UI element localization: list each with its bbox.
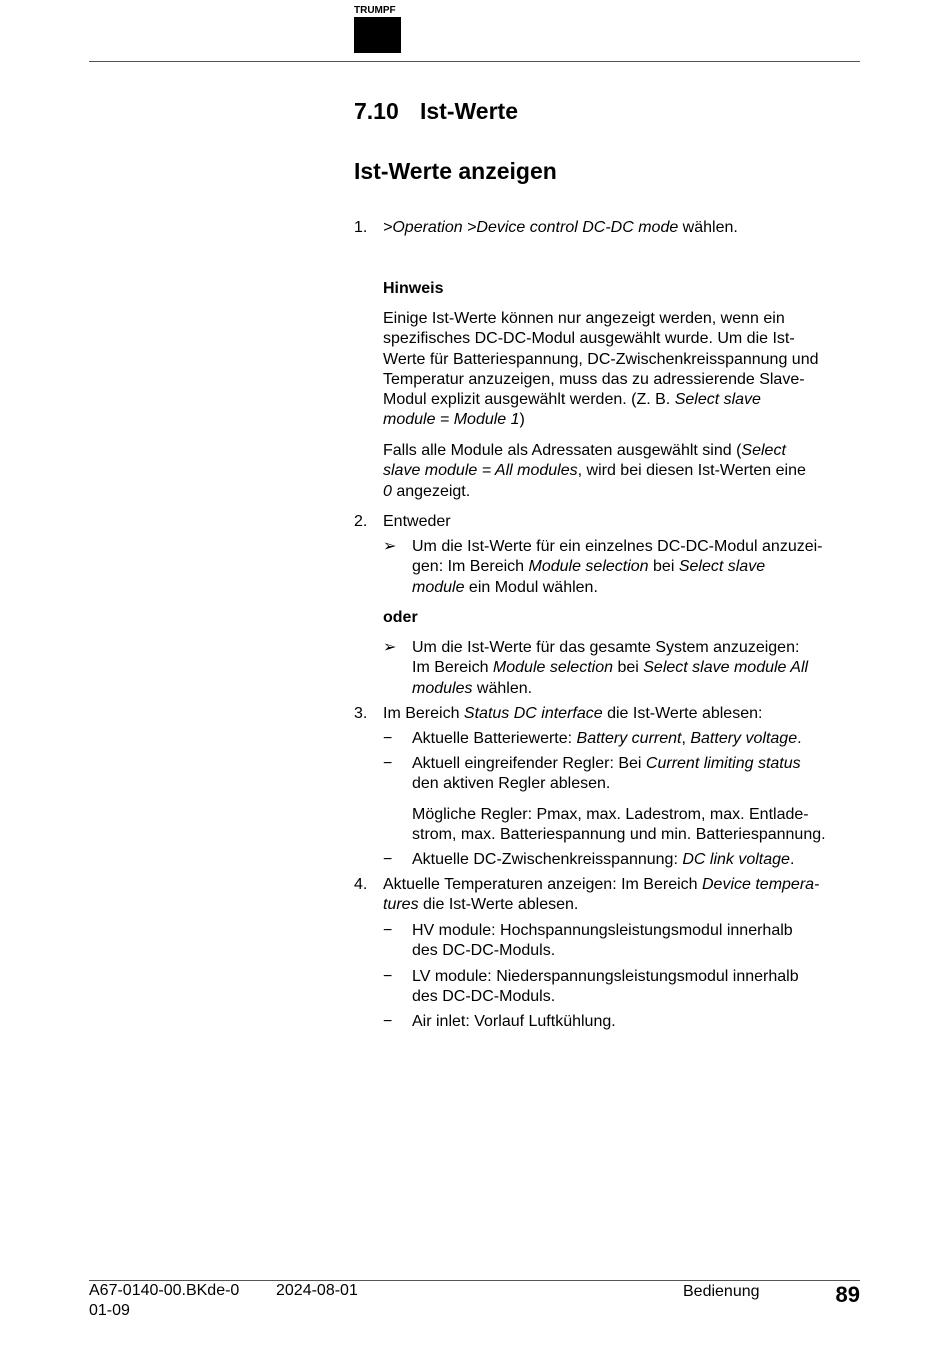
arrow-bullet-icon: ➢ <box>383 639 397 656</box>
step-2-option-a: Um die Ist-Werte für ein einzelnes DC-DC-Modul anzuzei- gen: Im Bereich Module selection bei Select slave module ein Modul wählen. <box>412 538 823 596</box>
page-number: 89 <box>835 1282 860 1307</box>
step-2-label: Entweder <box>383 513 451 530</box>
step-4-item-3: Air inlet: Vorlauf Luftkühlung. <box>412 1013 616 1030</box>
dash-bullet-icon: − <box>383 730 393 747</box>
step-3-item-3: Aktuelle DC-Zwischenkreisspannung: DC link voltage. <box>412 851 795 868</box>
step-3-item-1: Aktuelle Batteriewerte: Battery current, Battery voltage. <box>412 730 802 747</box>
footer-chapter: Bedienung <box>683 1283 760 1300</box>
logo-block <box>354 17 401 53</box>
footer-date: 2024-08-01 <box>276 1282 358 1299</box>
note-title: Hinweis <box>383 280 444 297</box>
section-title: Ist-Werte <box>420 98 518 124</box>
step-4-number: 4. <box>354 876 368 893</box>
step-3-number: 3. <box>354 705 368 722</box>
header-rule <box>89 61 860 62</box>
dash-bullet-icon: − <box>383 851 393 868</box>
dash-bullet-icon: − <box>383 1013 393 1030</box>
step-3-text: Im Bereich Status DC interface die Ist-Werte ablesen: <box>383 705 763 722</box>
section-number: 7.10 <box>354 98 399 124</box>
logo-text: TRUMPF <box>354 5 396 16</box>
step-2-option-b: Um die Ist-Werte für das gesamte System anzuzeigen: Im Bereich Module selection bei Select slave module All modules wählen. <box>412 639 809 697</box>
arrow-bullet-icon: ➢ <box>383 538 397 555</box>
step-2-number: 2. <box>354 513 368 530</box>
note-paragraph-1: Einige Ist-Werte können nur angezeigt werden, wenn ein spezifisches DC-DC-Modul ausgewählt wurde. Um die Ist- Werte für Batteriespannung, DC-Zwischenkreisspannung und Temperatur anzuzeigen, muss das zu adressierende Slave- Modul explizit ausgewählt werden. (Z. B. Select slave module = Module 1) <box>383 310 819 429</box>
dash-bullet-icon: − <box>383 968 393 985</box>
step-4-item-2: LV module: Niederspannungsleistungsmodul innerhalb des DC-DC-Moduls. <box>412 968 799 1006</box>
note-paragraph-2: Falls alle Module als Adressaten ausgewählt sind (Select slave module = All modules, wird bei diesen Ist-Werten eine 0 angezeigt. <box>383 442 806 500</box>
footer-doc-id: A67-0140-00.BKde-0 01-09 <box>89 1282 240 1319</box>
trumpf-logo <box>354 6 402 53</box>
step-4-text: Aktuelle Temperaturen anzeigen: Im Bereich Device tempera- tures die Ist-Werte ablesen. <box>383 876 820 914</box>
step-3-item-2-note: Mögliche Regler: Pmax, max. Ladestrom, max. Entlade- strom, max. Batteriespannung und min. Batteriespannung. <box>412 806 826 844</box>
dash-bullet-icon: − <box>383 755 393 772</box>
step-3-item-2: Aktuell eingreifender Regler: Bei Current limiting status den aktiven Regler ablesen. <box>412 755 801 793</box>
section-heading <box>354 98 518 125</box>
step-1-text: >Operation >Device control DC-DC mode wählen. <box>383 219 738 236</box>
step-1-number: 1. <box>354 219 368 236</box>
step-2-or: oder <box>383 609 418 626</box>
dash-bullet-icon: − <box>383 922 393 939</box>
step-4-item-1: HV module: Hochspannungsleistungsmodul innerhalb des DC-DC-Moduls. <box>412 922 793 960</box>
subsection-heading: Ist-Werte anzeigen <box>354 158 557 184</box>
